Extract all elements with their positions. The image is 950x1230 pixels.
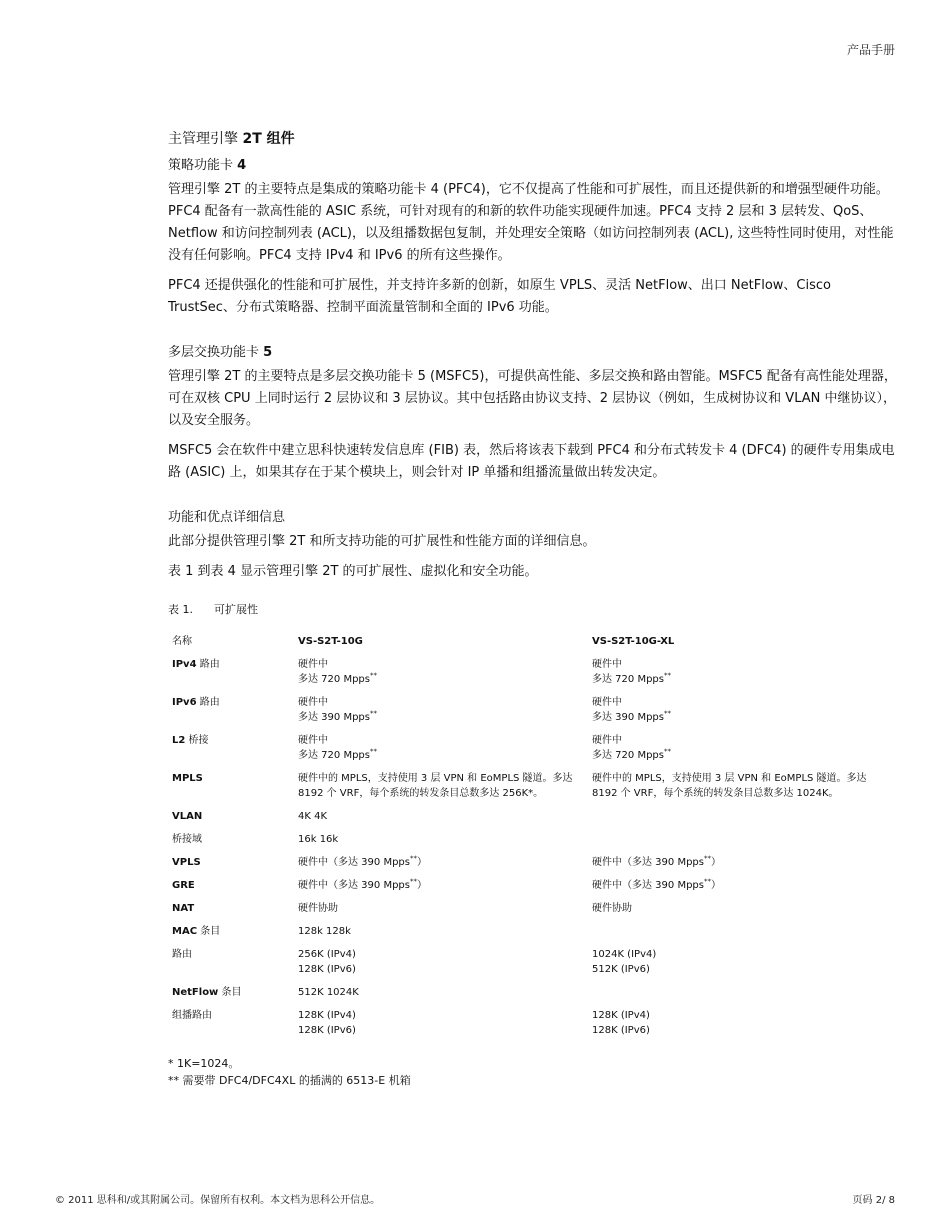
value-line: 硬件中的 MPLS，支持使用 3 层 VPN 和 EoMPLS 隧道。多达 8192 个 VRF，每个系统的转发条目总数多达 256K*。 bbox=[298, 773, 573, 799]
row-value-b bbox=[588, 898, 892, 921]
pfc-paragraph-1: 管理引擎 2T 的主要特点是集成的策略功能卡 4 (PFC4)，它不仅提高了性能和可扩展性，而且还提供新的和增强型硬件功能。PFC4 配备有一款高性能的 ASIC 系统，可针对现有的和新的软件功能实现硬件加速。PFC4 支持 2 层和 3 层转发、QoS、Netflow 和访问控制列表 (ACL)，以及组播数据包复制，并处理安全策略（如访问控制列表 (ACL), 这些特性同时使用，对性能没有任何影响。PFC4 支持 IPv4 和 IPv6 的所有这些操作。 bbox=[168, 182, 894, 263]
table-row bbox=[168, 806, 892, 829]
row-name: 桥接域 bbox=[172, 834, 202, 845]
header-model-a: VS-S2T-10G bbox=[298, 636, 363, 647]
value-line: 硬件中 bbox=[298, 735, 328, 746]
title-number: 5 bbox=[263, 345, 273, 360]
row-value-b bbox=[588, 692, 892, 730]
value-line: 128K (IPv6) bbox=[298, 964, 356, 975]
row-value-a bbox=[294, 806, 588, 829]
table-row bbox=[168, 692, 892, 730]
row-name: IPv6 路由 bbox=[172, 697, 220, 708]
value-line: 硬件中 bbox=[592, 697, 622, 708]
row-value-b bbox=[588, 921, 892, 944]
row-value-b bbox=[588, 806, 892, 829]
header-name: 名称 bbox=[172, 636, 192, 647]
details-title: 功能和优点详细信息 bbox=[168, 510, 286, 525]
value-line: 硬件中 bbox=[592, 659, 622, 670]
value-line: 硬件中（多达 390 Mpps**） bbox=[592, 854, 721, 868]
table-row bbox=[168, 829, 892, 852]
row-value-a bbox=[294, 1005, 588, 1043]
row-value-b bbox=[588, 829, 892, 852]
value-line: 128k 128k bbox=[298, 926, 351, 937]
copyright-text: © 2011 思科和/或其附属公司。保留所有权利。本文档为思科公开信息。 bbox=[55, 1195, 381, 1206]
table-header-row bbox=[168, 631, 892, 654]
table-row bbox=[168, 944, 892, 982]
doc-type-label: 产品手册 bbox=[846, 43, 895, 57]
row-value-a bbox=[294, 730, 588, 768]
footnote-1: * 1K=1024。 bbox=[168, 1057, 240, 1070]
table-row bbox=[168, 982, 892, 1005]
table-row bbox=[168, 730, 892, 768]
table-caption-title: 可扩展性 bbox=[214, 603, 258, 616]
footnote-2: ** 需要带 DFC4/DFC4XL 的插满的 6513-E 机箱 bbox=[168, 1074, 411, 1087]
footnotes bbox=[168, 1055, 898, 1089]
table-caption-number: 表 1. bbox=[168, 603, 193, 616]
value-line: 硬件协助 bbox=[592, 903, 632, 914]
row-name: GRE bbox=[172, 880, 195, 891]
row-value-b bbox=[588, 654, 892, 692]
row-name: VPLS bbox=[172, 857, 201, 868]
row-value-b bbox=[588, 852, 892, 875]
row-value-a bbox=[294, 692, 588, 730]
value-line: 256K (IPv4) bbox=[298, 949, 356, 960]
value-line: 硬件中 bbox=[298, 659, 328, 670]
msfc-title bbox=[168, 341, 898, 360]
title-text: 主管理引擎 bbox=[168, 131, 243, 147]
row-name: IPv4 路由 bbox=[172, 659, 220, 670]
row-name: 路由 bbox=[172, 949, 192, 960]
pfc-title bbox=[168, 154, 898, 173]
details-paragraph-1: 此部分提供管理引擎 2T 和所支持功能的可扩展性和性能方面的详细信息。 bbox=[168, 534, 596, 549]
row-name: VLAN bbox=[172, 811, 203, 822]
row-name: 组播路由 bbox=[172, 1010, 212, 1021]
row-value-a bbox=[294, 768, 588, 806]
value-line: 1024K (IPv4) bbox=[592, 949, 657, 960]
value-line: 多达 720 Mpps** bbox=[298, 671, 377, 685]
msfc-paragraph-1: 管理引擎 2T 的主要特点是多层交换功能卡 5 (MSFC5)，可提供高性能、多层交换和路由智能。MSFC5 配备有高性能处理器，可在双核 CPU 上同时运行 2 层协议和 3 层协议。其中包括路由协议支持、2 层协议（例如，生成树协议和 VLAN 中继协议），以及安全服务。 bbox=[168, 369, 897, 428]
row-name: L2 桥接 bbox=[172, 735, 209, 746]
title-text: 多层交换功能卡 bbox=[168, 345, 264, 360]
title-text: 策略功能卡 bbox=[168, 158, 238, 173]
scalability-table bbox=[168, 631, 892, 1043]
section-title bbox=[168, 128, 898, 148]
row-value-a bbox=[294, 852, 588, 875]
value-line: 128K (IPv4) bbox=[592, 1010, 650, 1021]
value-line: 多达 720 Mpps** bbox=[592, 747, 671, 761]
value-line: 硬件中的 MPLS，支持使用 3 层 VPN 和 EoMPLS 隧道。多达 8192 个 VRF，每个系统的转发条目总数多达 1024K。 bbox=[592, 773, 867, 799]
header-model-b: VS-S2T-10G-XL bbox=[592, 636, 675, 647]
row-value-b bbox=[588, 982, 892, 1005]
row-value-b bbox=[588, 944, 892, 982]
value-line: 4K 4K bbox=[298, 811, 328, 822]
row-value-a bbox=[294, 944, 588, 982]
value-line: 硬件中（多达 390 Mpps**） bbox=[592, 877, 721, 891]
value-line: 硬件中 bbox=[592, 735, 622, 746]
pfc-paragraph-2: PFC4 还提供强化的性能和可扩展性，并支持许多新的创新，如原生 VPLS、灵活 NetFlow、出口 NetFlow、Cisco TrustSec、分布式策略器、控制平面流量管制和全面的 IPv6 功能。 bbox=[168, 278, 831, 315]
row-value-a bbox=[294, 654, 588, 692]
value-line: 多达 720 Mpps** bbox=[592, 671, 671, 685]
value-line: 硬件中（多达 390 Mpps**） bbox=[298, 877, 427, 891]
value-line: 多达 390 Mpps** bbox=[298, 709, 377, 723]
table-row bbox=[168, 768, 892, 806]
value-line: 128K (IPv6) bbox=[592, 1025, 650, 1036]
row-name: NAT bbox=[172, 903, 195, 914]
value-line: 多达 720 Mpps** bbox=[298, 747, 377, 761]
value-line: 硬件中（多达 390 Mpps**） bbox=[298, 854, 427, 868]
table-row bbox=[168, 1005, 892, 1043]
value-line: 16k 16k bbox=[298, 834, 339, 845]
title-number: 2T 组件 bbox=[242, 131, 295, 147]
page-footer bbox=[55, 1191, 895, 1206]
value-line: 多达 390 Mpps** bbox=[592, 709, 671, 723]
title-number: 4 bbox=[237, 158, 247, 173]
page-number: 页码 2/ 8 bbox=[852, 1195, 895, 1206]
value-line: 512K 1024K bbox=[298, 987, 359, 998]
row-value-b bbox=[588, 768, 892, 806]
row-value-b bbox=[588, 1005, 892, 1043]
table-row bbox=[168, 921, 892, 944]
row-name: NetFlow 条目 bbox=[172, 987, 242, 998]
row-name: MPLS bbox=[172, 773, 203, 784]
value-line: 128K (IPv6) bbox=[298, 1025, 356, 1036]
value-line: 512K (IPv6) bbox=[592, 964, 650, 975]
msfc-paragraph-2: MSFC5 会在软件中建立思科快速转发信息库 (FIB) 表，然后将该表下载到 PFC4 和分布式转发卡 4 (DFC4) 的硬件专用集成电路 (ASIC) 上，如果其存在于某个模块上，则会针对 IP 单播和组播流量做出转发决定。 bbox=[168, 443, 895, 480]
details-paragraph-2: 表 1 到表 4 显示管理引擎 2T 的可扩展性、虚拟化和安全功能。 bbox=[168, 564, 538, 579]
value-line: 128K (IPv4) bbox=[298, 1010, 356, 1021]
table-row bbox=[168, 654, 892, 692]
table-row bbox=[168, 875, 892, 898]
row-value-a bbox=[294, 982, 588, 1005]
table-row bbox=[168, 852, 892, 875]
table-caption bbox=[168, 601, 898, 617]
row-value-a bbox=[294, 898, 588, 921]
value-line: 硬件协助 bbox=[298, 903, 338, 914]
row-value-b bbox=[588, 730, 892, 768]
row-value-a bbox=[294, 921, 588, 944]
row-value-a bbox=[294, 875, 588, 898]
row-name: MAC 条目 bbox=[172, 926, 221, 937]
main-content bbox=[168, 128, 898, 1089]
row-value-b bbox=[588, 875, 892, 898]
value-line: 硬件中 bbox=[298, 697, 328, 708]
table-row bbox=[168, 898, 892, 921]
row-value-a bbox=[294, 829, 588, 852]
